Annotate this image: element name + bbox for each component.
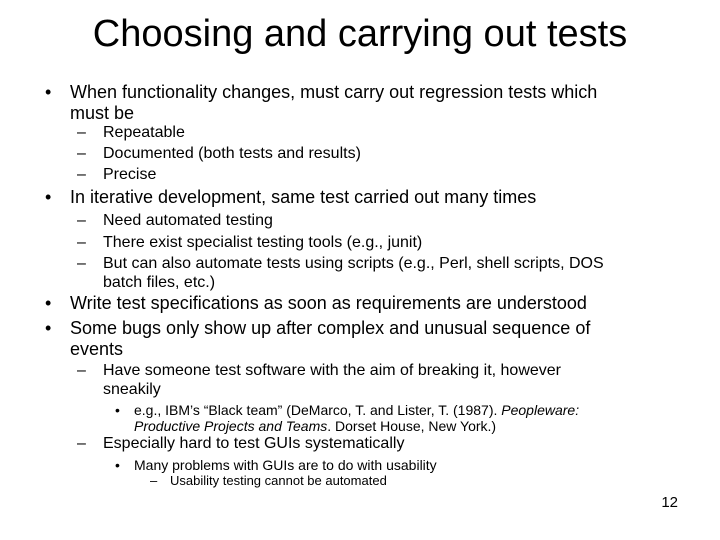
bullet-text bbox=[70, 318, 690, 360]
bullet-text bbox=[103, 123, 690, 142]
bullet-text-line: sneakily bbox=[103, 381, 161, 398]
bullet-marker: – bbox=[150, 473, 158, 488]
bullet-text-line: When functionality changes, must carry out regression tests which bbox=[70, 82, 598, 102]
bullet-marker: • bbox=[115, 457, 120, 473]
bullet-text-line: Documented (both tests and results) bbox=[103, 145, 361, 162]
bullet-text-line: Write test specifications as soon as requirements are understood bbox=[70, 293, 587, 313]
bullet-marker: – bbox=[77, 212, 86, 229]
bullet-text-line: Many problems with GUIs are to do with usability bbox=[134, 457, 437, 473]
bullet-text-line: batch files, etc.) bbox=[103, 274, 216, 291]
bullet-marker: – bbox=[77, 166, 86, 183]
bullet-marker: • bbox=[45, 293, 52, 313]
bullet-text bbox=[103, 144, 690, 163]
bullet-text-line: Especially hard to test GUIs systematically bbox=[103, 435, 405, 452]
bullet-marker: • bbox=[45, 82, 52, 102]
bullet-marker: • bbox=[45, 187, 52, 207]
bullet-marker: – bbox=[77, 124, 86, 141]
bullet-marker: – bbox=[77, 362, 86, 379]
bullet-marker: – bbox=[77, 145, 86, 162]
bullet-text bbox=[134, 457, 690, 473]
bullet-marker: – bbox=[77, 435, 86, 452]
bullet-text-line: In iterative development, same test carried out many times bbox=[70, 187, 537, 207]
bullet-text bbox=[70, 187, 690, 208]
bullet-text bbox=[103, 165, 690, 184]
bullet-text bbox=[134, 402, 690, 434]
bullet-text-line: Precise bbox=[103, 166, 157, 183]
bullet-text bbox=[170, 473, 690, 488]
bullet-text-line: There exist specialist testing tools (e.g., junit) bbox=[103, 234, 423, 251]
bullet-text-line: Productive Projects and Teams. Dorset House, New York.) bbox=[134, 418, 497, 434]
bullet-text-line: Repeatable bbox=[103, 124, 185, 141]
bullet-text-line: events bbox=[70, 339, 124, 359]
bullet-marker: • bbox=[115, 402, 120, 418]
bullet-text bbox=[103, 361, 690, 399]
bullet-text bbox=[70, 82, 690, 124]
bullet-text bbox=[103, 434, 690, 453]
bullet-text-line: must be bbox=[70, 103, 135, 123]
bullet-text bbox=[103, 233, 690, 252]
bullet-text-line: e.g., IBM’s “Black team” (DeMarco, T. and Lister, T. (1987). Peopleware: bbox=[134, 402, 580, 418]
bullet-text-line: Some bugs only show up after complex and unusual sequence of bbox=[70, 318, 591, 338]
bullet-text bbox=[70, 293, 690, 314]
bullet-text bbox=[103, 211, 690, 230]
bullet-text-line: Have someone test software with the aim of breaking it, however bbox=[103, 362, 561, 379]
slide-title: Choosing and carrying out tests bbox=[92, 13, 628, 55]
bullet-text bbox=[103, 254, 690, 292]
bullet-marker: – bbox=[77, 234, 86, 251]
bullet-marker: – bbox=[77, 255, 86, 272]
bullet-text-line: But can also automate tests using scripts (e.g., Perl, shell scripts, DOS bbox=[103, 255, 604, 272]
bullet-text-line: Need automated testing bbox=[103, 212, 273, 229]
page-number: 12 bbox=[661, 494, 678, 511]
bullet-marker: • bbox=[45, 318, 52, 338]
bullet-text-line: Usability testing cannot be automated bbox=[170, 473, 387, 488]
